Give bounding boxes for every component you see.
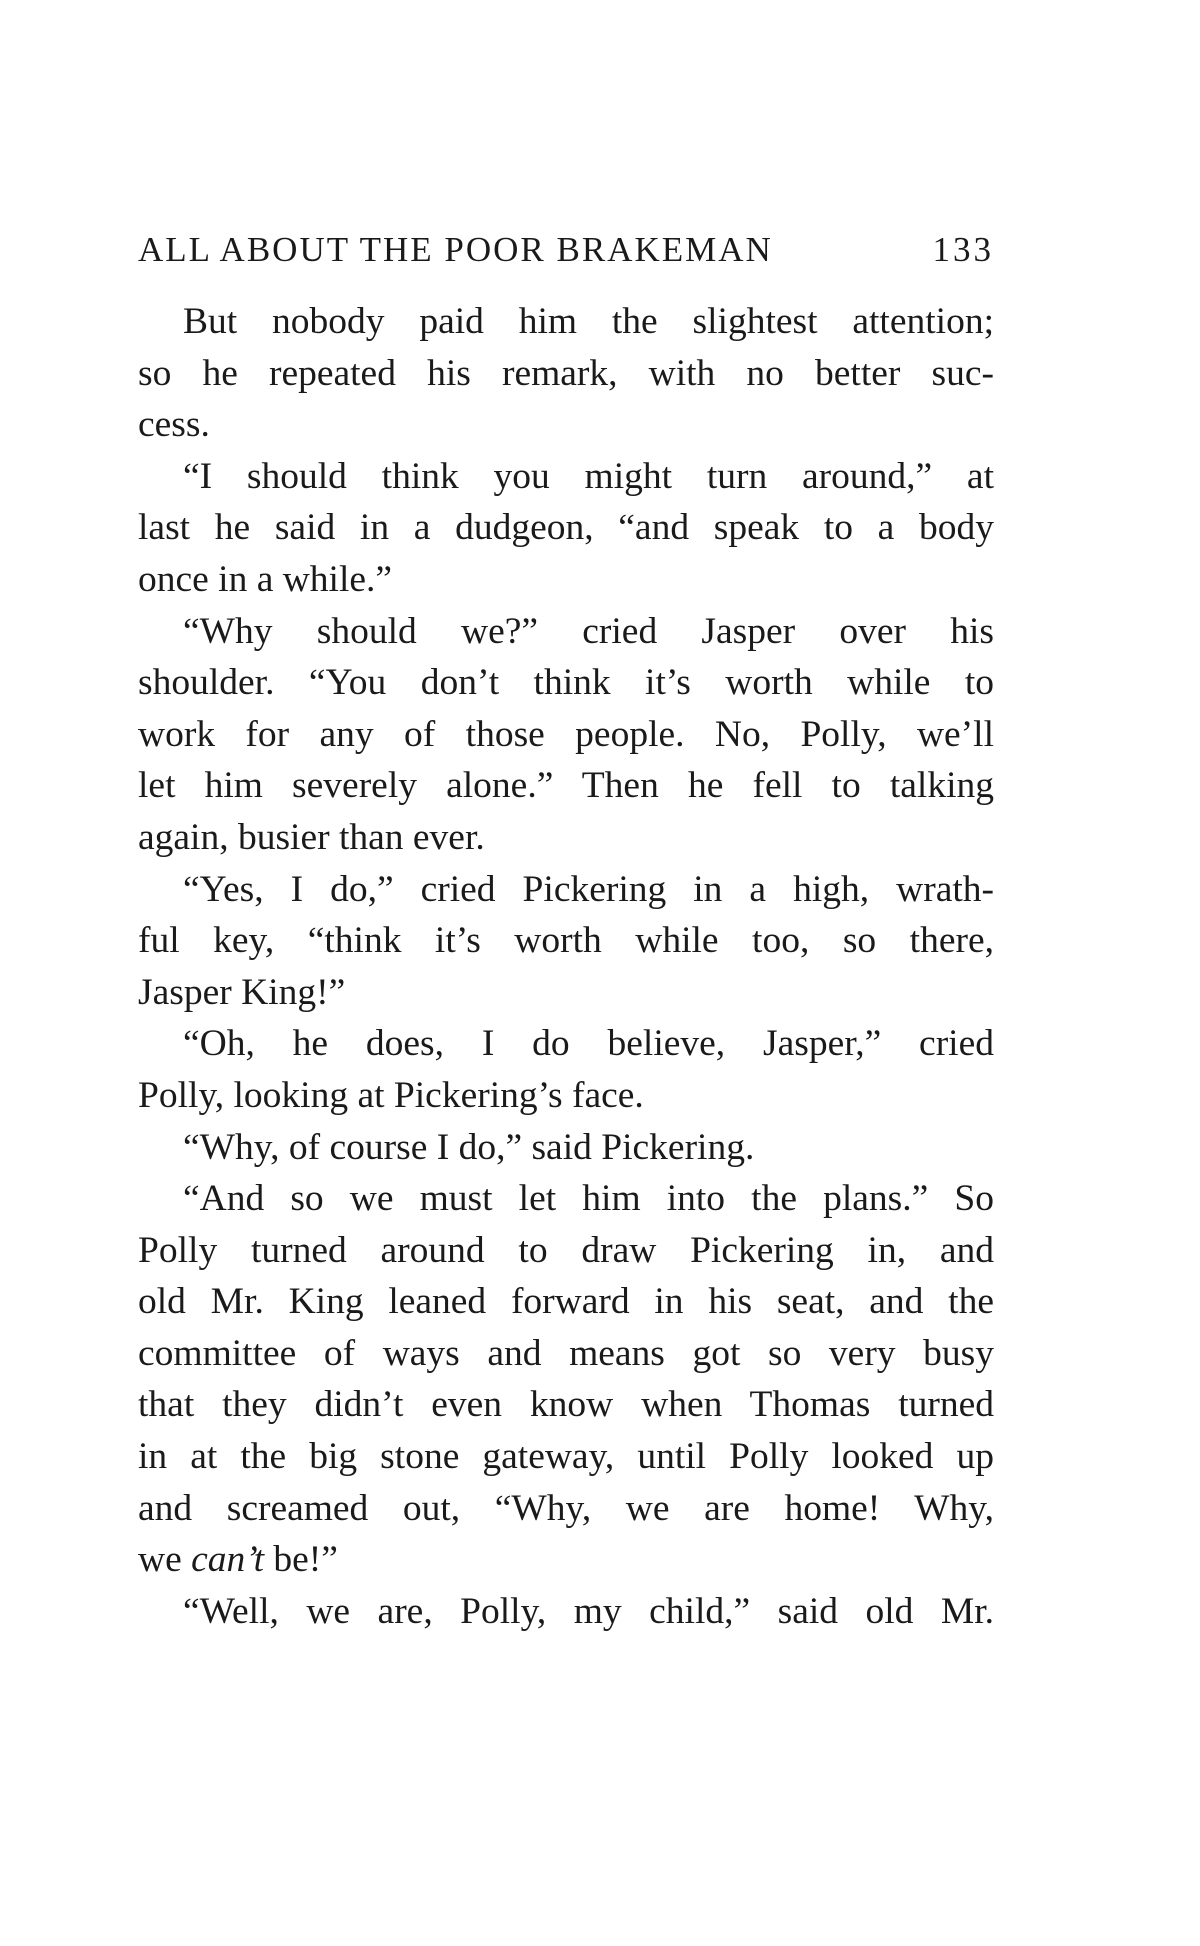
body-text — [138, 296, 994, 1637]
italic-word: can’t — [191, 1539, 265, 1581]
text-line: and screamed out, “Why, we are home! Why, — [138, 1487, 994, 1529]
text-line: “Why should we?” cried Jasper over his — [183, 610, 994, 652]
text-line: in at the big stone gateway, until Polly looked up — [138, 1436, 994, 1478]
text-line: “Yes, I do,” cried Pickering in a high, wrath- — [183, 868, 994, 910]
text-line — [138, 1534, 994, 1586]
text-line: again, busier than ever. — [138, 816, 485, 858]
text-line: so he repeated his remark, with no better suc- — [138, 352, 994, 394]
page-number: 133 — [932, 230, 994, 269]
text-line: work for any of those people. No, Polly, we’ll — [138, 713, 994, 755]
running-head — [138, 222, 994, 278]
text-line: “Oh, he does, I do believe, Jasper,” cried — [183, 1023, 994, 1065]
text-line: that they didn’t even know when Thomas turned — [138, 1384, 994, 1426]
running-title: ALL ABOUT THE POOR BRAKEMAN — [138, 230, 773, 269]
text-segment: be!” — [264, 1539, 338, 1581]
text-line: old Mr. King leaned forward in his seat, and the — [138, 1281, 994, 1323]
book-page — [138, 222, 994, 1637]
text-line: But nobody paid him the slightest attention; — [183, 301, 994, 342]
text-line: last he said in a dudgeon, “and speak to a body — [138, 507, 994, 549]
text-line: shoulder. “You don’t think it’s worth while to — [138, 662, 994, 704]
text-line: “And so we must let him into the plans.” So — [183, 1178, 994, 1220]
text-line: ful key, “think it’s worth while too, so there, — [138, 920, 994, 962]
text-line: committee of ways and means got so very busy — [138, 1332, 994, 1374]
text-line: once in a while.” — [138, 558, 393, 600]
text-line: “I should think you might turn around,” at — [183, 455, 994, 497]
text-line: cess. — [138, 404, 210, 446]
text-line: “Why, of course I do,” said Pickering. — [183, 1126, 755, 1168]
text-line: “Well, we are, Polly, my child,” said old Mr. — [183, 1590, 994, 1632]
text-line: Jasper King!” — [138, 971, 346, 1013]
text-line: Polly turned around to draw Pickering in, and — [138, 1229, 994, 1271]
text-line: Polly, looking at Pickering’s face. — [138, 1074, 644, 1116]
text-line: let him severely alone.” Then he fell to talking — [138, 765, 994, 807]
text-segment: we — [138, 1539, 192, 1581]
